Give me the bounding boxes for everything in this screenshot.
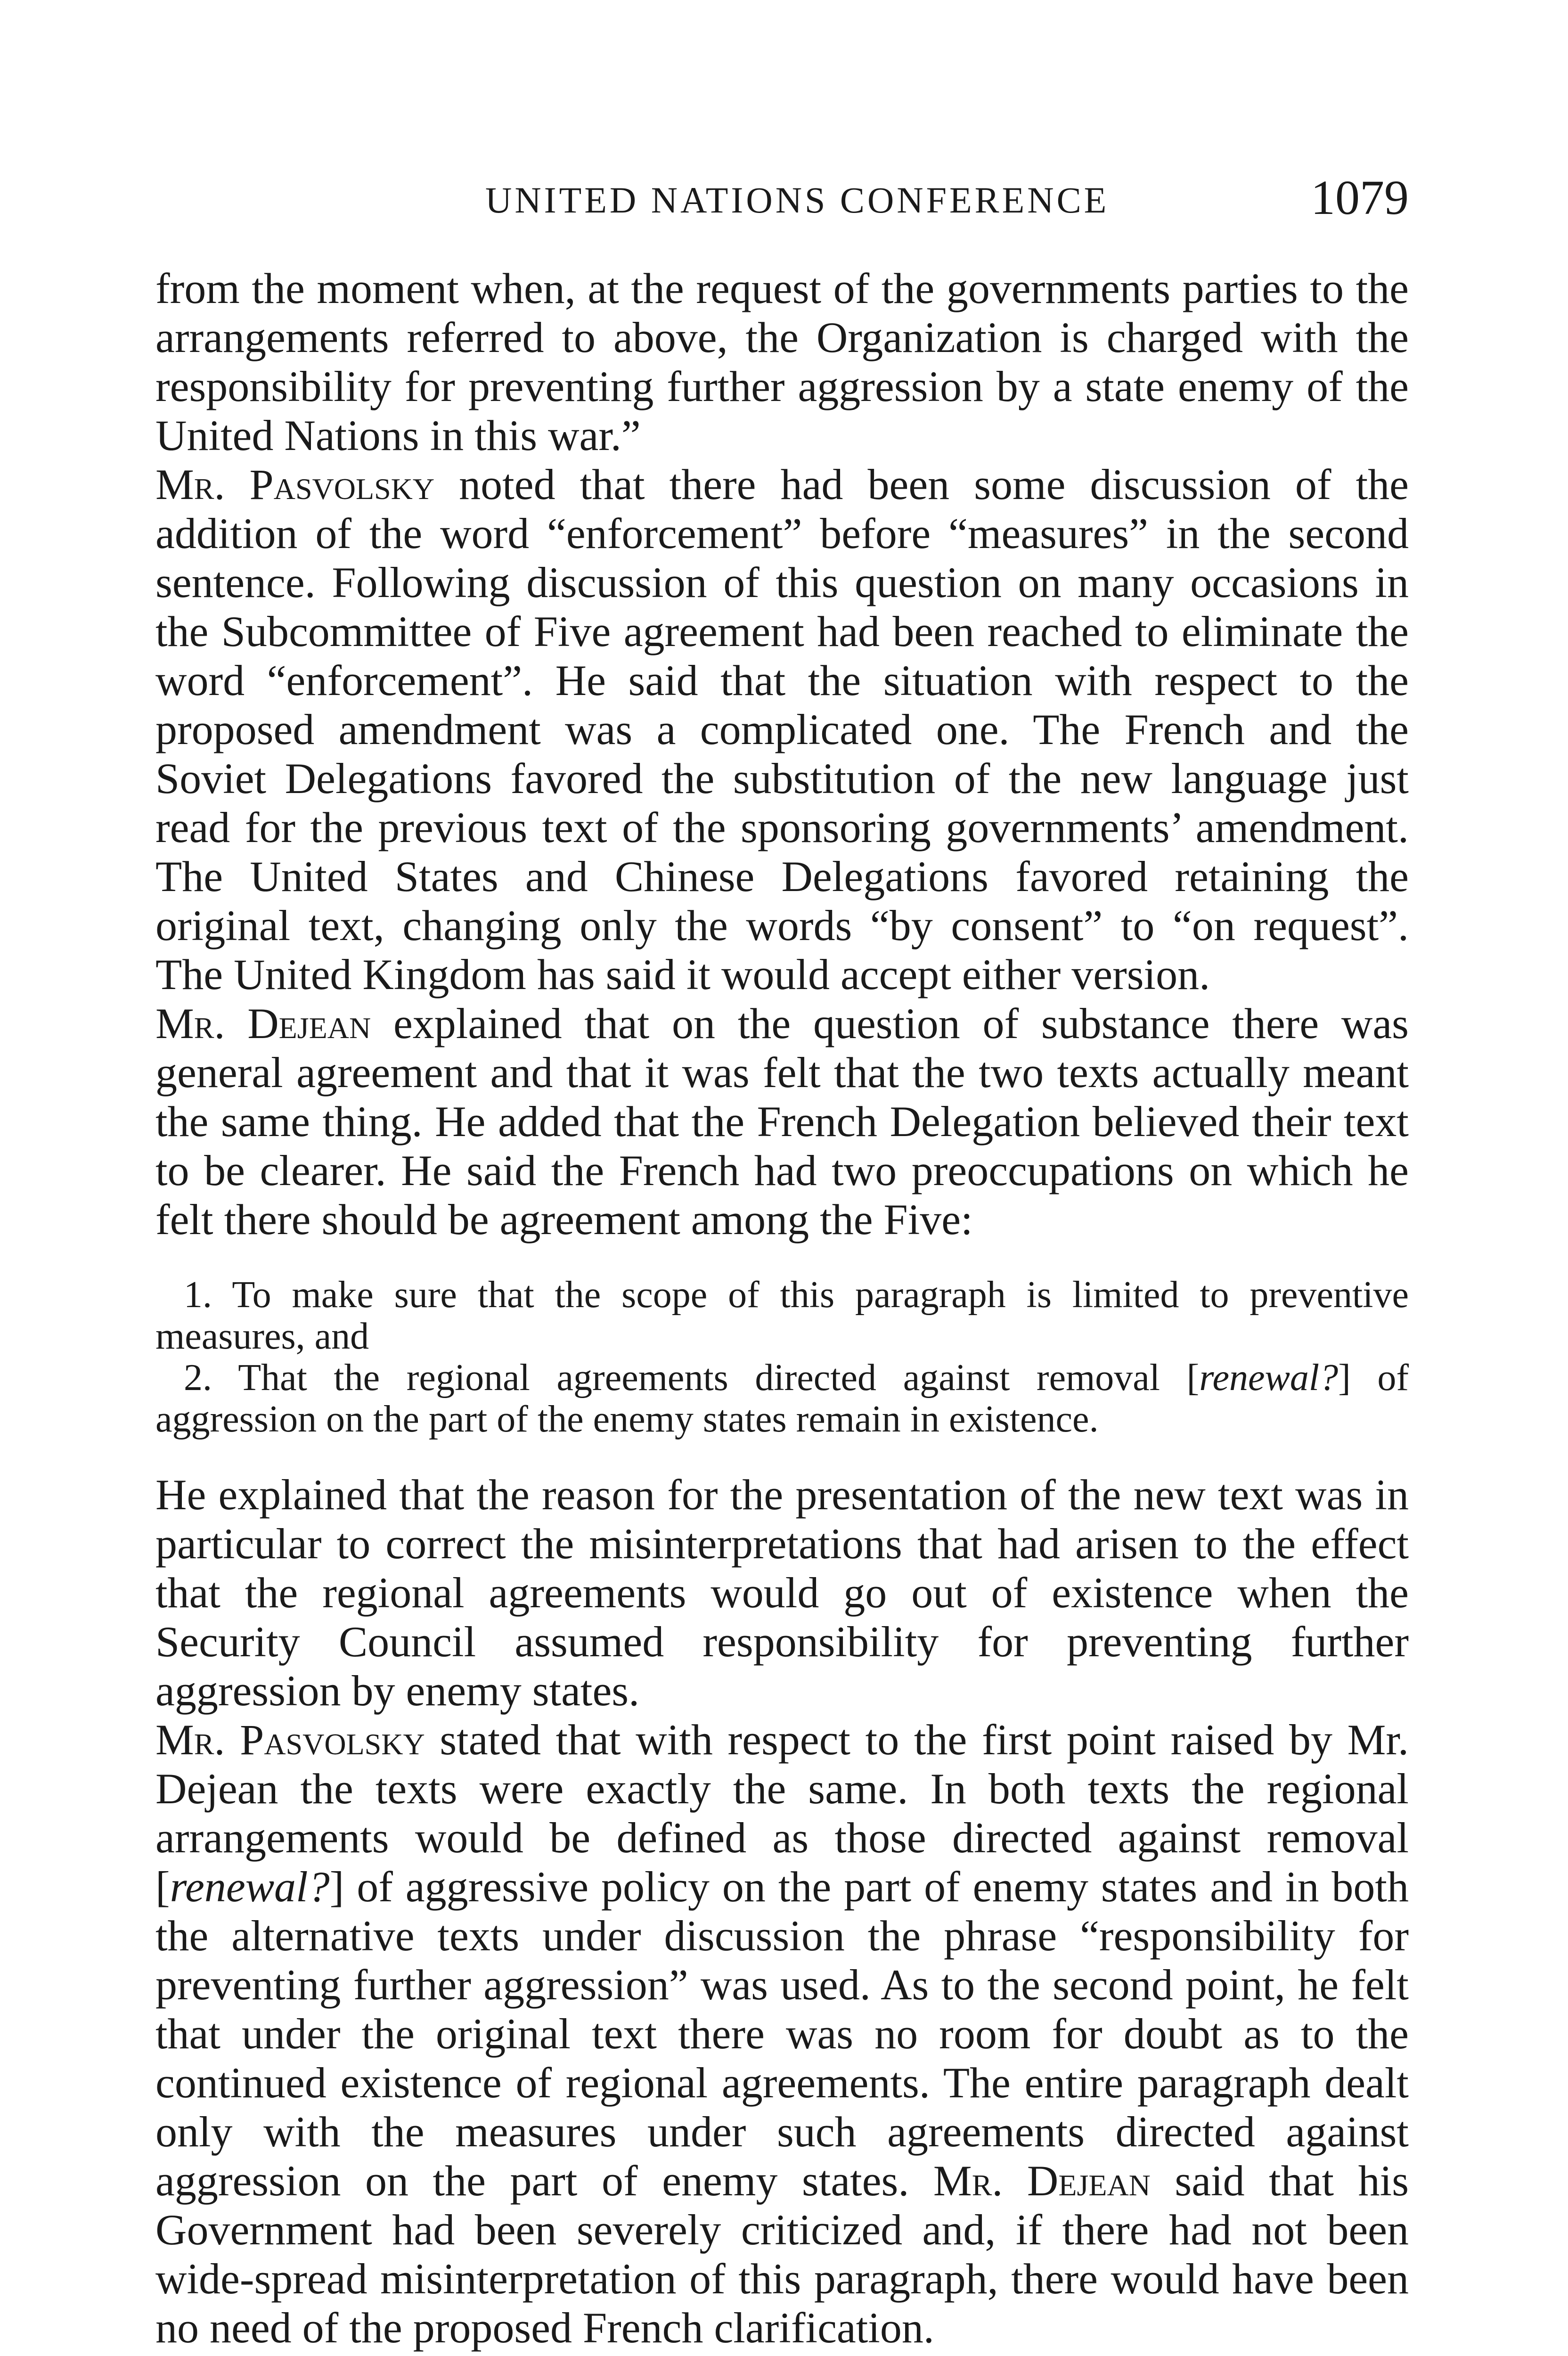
speaker-name: Mr. Dejean	[933, 2157, 1151, 2205]
speaker-name: Mr. Dejean	[155, 999, 371, 1047]
editorial-insertion: renewal?	[1199, 1357, 1339, 1399]
editorial-insertion: renewal?	[170, 1863, 330, 1911]
paragraph-continuation: from the moment when, at the request of the governments parties to the arrangements referred to above, the Organization is charged with the responsibility for preventing further aggression by a state enemy of the United Nations in this war.”	[155, 264, 1409, 459]
page-header	[155, 170, 1409, 226]
running-head: UNITED NATIONS CONFERENCE	[485, 180, 1110, 221]
paragraph-pasvolsky-1	[155, 460, 1409, 999]
page-body	[155, 264, 1409, 2352]
paragraph-dejean-1	[155, 999, 1409, 1244]
paragraph-text: explained that on the question of substance there was general agreement and that it was felt that the two texts actually meant the same thing. He added that the French Delegation believed their text to be clearer. He said the French had two preoccupations on which he felt there should be agreement among the Five:	[155, 999, 1409, 1243]
paragraph-text: noted that there had been some discussion of the addition of the word “enforcement” before “measures” in the second sentence. Following discussion of this question on many occasions in the Subcommittee of Five agreement had been reached to eliminate the word “enforcement”. He said that the situation with respect to the proposed amendment was a complicated one. The French and the Soviet Delegations favored the substitution of the new language just read for the previous text of the sponsoring governments’ amendment. The United States and Chinese Delegations favored retaining the original text, changing only the words “by consent” to “on request”. The United Kingdom has said it would accept either version.	[155, 460, 1409, 998]
list-item: 1. To make sure that the scope of this paragraph is limited to preventive measures, and	[155, 1274, 1409, 1357]
paragraph-explanation: He explained that the reason for the presentation of the new text was in particular to correct the misinterpretations that had arisen to the effect that the regional agreements would go out of existence when the Security Council assumed responsibility for preventing further aggression by enemy states.	[155, 1471, 1409, 1715]
speaker-name: Mr. Pasvolsky	[155, 460, 435, 508]
list-item: 2. That the regional agreements directed against removal [renewal?] of aggression on the part of the enemy states remain in existence.	[155, 1357, 1409, 1440]
speaker-name: Mr. Pasvolsky	[155, 1716, 425, 1764]
numbered-list	[155, 1274, 1409, 1440]
paragraph-pasvolsky-2: Mr. Pasvolsky stated that with respect to the first point raised by Mr. Dejean the texts were exactly the same. In both texts the regional arrangements would be defined as those directed against removal [renewal?] of aggressive policy on the part of enemy states and in both the alternative texts under discussion the phrase “responsibility for preventing further aggression” was used. As to the second point, he felt that under the original text there was no room for doubt as to the continued existence of regional agreements. The entire paragraph dealt only with the measures under such agreements directed against aggression on the part of enemy states. Mr. Dejean said that his Government had been severely criticized and, if there had not been wide-spread misinterpretation of this paragraph, there would have been no need of the proposed French clarification.	[155, 1716, 1409, 2352]
page-number: 1079	[1311, 171, 1409, 225]
